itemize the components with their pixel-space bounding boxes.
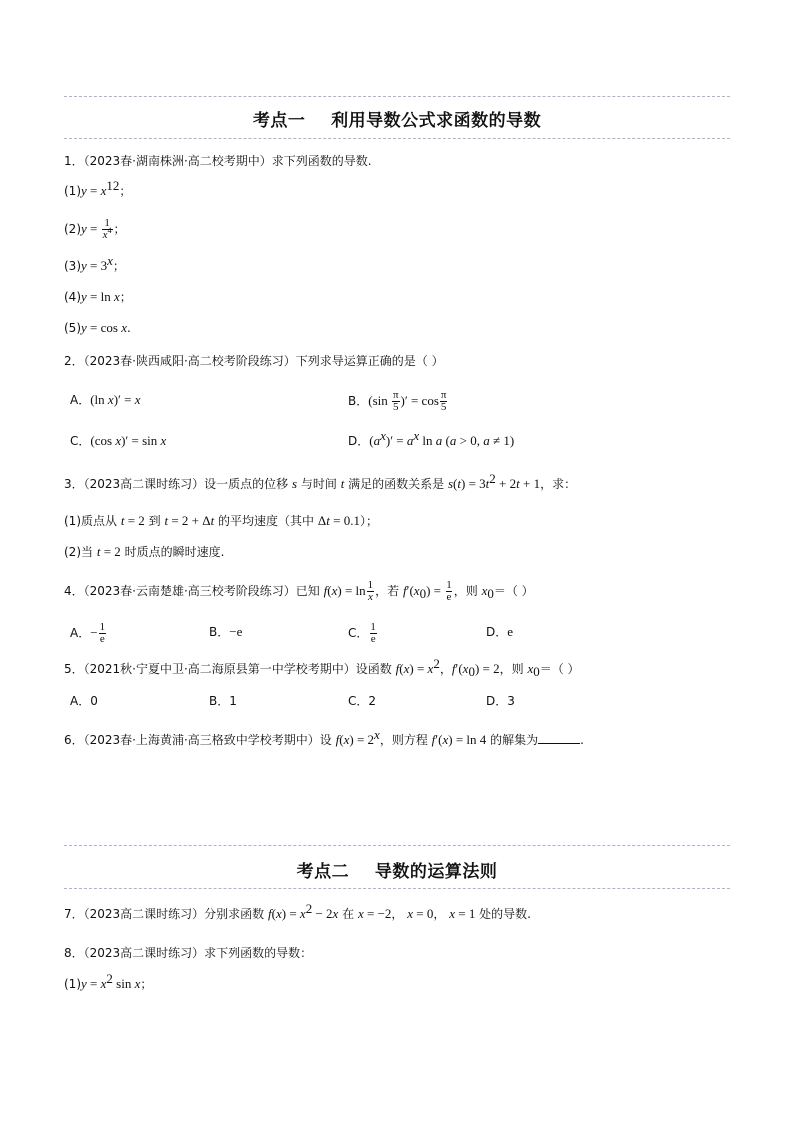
question-4-option-d[interactable]: D．e bbox=[486, 624, 514, 639]
question-3-stem: 3．（2023高二课时练习）设一质点的位移 s 与时间 t 满足的函数关系是 $s(t) = 3t^2 + 2t + 1$，求： bbox=[64, 471, 577, 491]
question-1-item-5: (5)y = cos x. bbox=[64, 320, 131, 335]
question-1-item-3: $(3)y = 3^x$； bbox=[64, 253, 125, 273]
section-title-2: 考点二 导数的运算法则 bbox=[296, 862, 498, 882]
question-8-stem: 8．（2023高二课时练习）求下列函数的导数： bbox=[64, 946, 313, 960]
question-7-stem: 7．（2023高二课时练习）分别求函数 $f(x) = x^2 - 2x$ 在 x = −2， x = 0， x = 1 处的导数. bbox=[64, 901, 531, 921]
question-4-option-c[interactable]: C． $\frac{1}{e}$ bbox=[348, 621, 376, 645]
question-2-option-a[interactable]: A．(ln x)′ = x bbox=[70, 392, 141, 407]
section-title-1: 考点一 利用导数公式求函数的导数 bbox=[252, 111, 542, 131]
question-5-stem: 5．（2021秋·宁夏中卫·高二海原县第一中学校考期中）设函数 $f(x) = x^2$，$f'(x_0) = 2$，则 $x_0=$（ ） bbox=[64, 656, 580, 679]
question-4-stem: 4．（2023春·云南楚雄·高三校考阶段练习）已知 f(x) = ln $\frac{1}{x}$ ，若 $f'(x_0)$ = $\frac{1}{e}$ ，则 $x_0=$（ ） bbox=[64, 579, 534, 603]
question-1-item-1: $(1)y = x^{12}$； bbox=[64, 178, 132, 198]
question-5-option-c[interactable]: C．2 bbox=[348, 694, 377, 708]
question-4-option-a[interactable]: A．− $\frac{1}{e}$ bbox=[70, 621, 106, 645]
question-2-stem: 2．（2023春·陕西咸阳·高二校考阶段练习）下列求导运算正确的是（ ） bbox=[64, 354, 444, 368]
question-1-item-4: (4)y = ln x； bbox=[64, 289, 132, 304]
question-3-sub-2: (2)当 t = 2 时质点的瞬时速度. bbox=[64, 544, 225, 559]
question-2-option-d[interactable]: D．$(a^x)' = a^x$ ln a (a > 0, a ≠ 1) bbox=[348, 428, 515, 448]
question-8-item-1: $(1)y = x^2$ sin x； bbox=[64, 971, 153, 991]
section-divider-bottom-2 bbox=[64, 888, 730, 889]
section-divider-top-2 bbox=[64, 845, 730, 846]
section-divider-top bbox=[64, 96, 730, 97]
question-6-stem: 6．（2023春·上海黄浦·高三格致中学校考期中）设 $f(x) = 2^x$，则方程 f′(x) = ln 4 的解集为 . bbox=[64, 727, 584, 747]
question-2-option-c[interactable]: C．(cos x)′ = sin x bbox=[70, 433, 167, 448]
question-5-option-b[interactable]: B．1 bbox=[209, 694, 237, 708]
question-1-item-2: (2)y = $\frac{1}{x^4}$ ； bbox=[64, 217, 126, 241]
answer-blank[interactable] bbox=[538, 731, 580, 744]
question-4-option-b[interactable]: B．−e bbox=[209, 624, 243, 639]
question-2-option-b[interactable]: B．(sin $\frac{\pi}{5}$ )′ = cos $\frac{\pi}{5}$ bbox=[348, 389, 447, 413]
question-5-option-d[interactable]: D．3 bbox=[486, 694, 515, 708]
question-1-stem: 1．（2023春·湖南株洲·高二校考期中）求下列函数的导数. bbox=[64, 154, 372, 168]
question-5-option-a[interactable]: A．0 bbox=[70, 694, 98, 708]
section-divider-bottom bbox=[64, 138, 730, 139]
question-3-sub-1: (1)质点从 t = 2 到 t = 2 + Δt 的平均速度（其中 Δt = 0.1）； bbox=[64, 513, 378, 528]
